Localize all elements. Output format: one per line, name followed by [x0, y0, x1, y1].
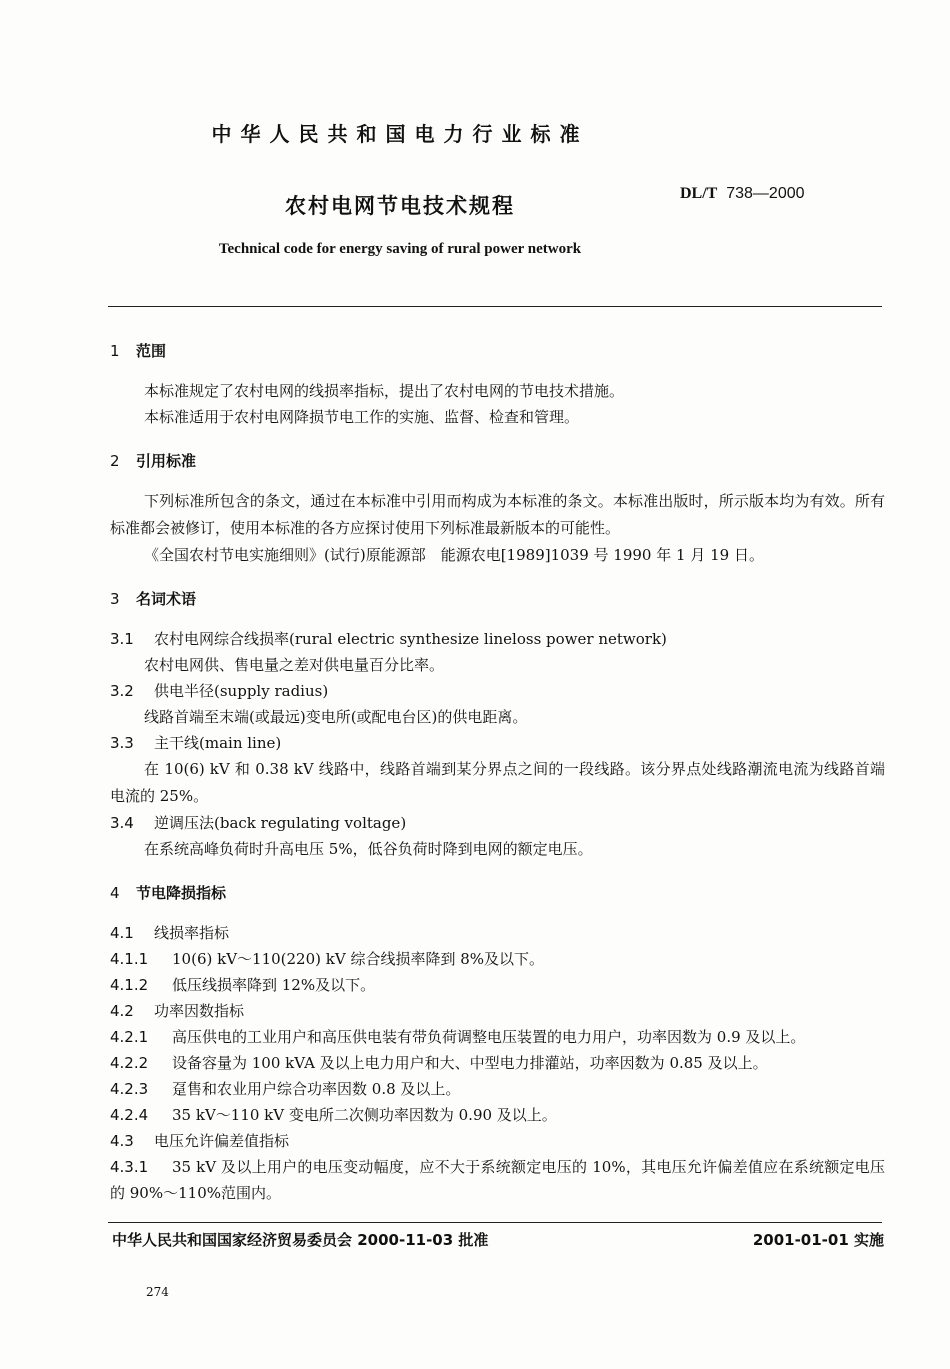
item-number: 4.2 [110, 1002, 134, 1020]
section-number: 1 [110, 342, 120, 360]
page-number: 274 [146, 1285, 169, 1299]
item-number: 4.2.3 [110, 1080, 149, 1098]
section-1-line-1: 本标准规定了农村电网的线损率指标，提出了农村电网的节电技术措施。 [144, 382, 625, 400]
item-number: 4.1.1 [110, 950, 149, 968]
section-title: 节电降损指标 [136, 884, 227, 902]
implementation-date: 2001-01-01 实施 [752, 1231, 884, 1249]
section-3-heading [110, 586, 885, 612]
term-3-4 [110, 810, 885, 836]
item-text: 电压允许偏差值指标 [154, 1132, 290, 1150]
item-text: 高压供电的工业用户和高压供电装有带负荷调整电压装置的电力用户，功率因数为 0.9 及以上。 [172, 1028, 806, 1046]
item-number: 4.3.1 [110, 1158, 149, 1176]
item-text: 35 kV～110 kV 变电所二次侧功率因数为 0.90 及以上。 [172, 1106, 557, 1124]
item-text: 趸售和农业用户综合功率因数 0.8 及以上。 [172, 1080, 461, 1098]
item-number: 3.2 [110, 682, 134, 700]
document-code-prefix: DL/T [680, 185, 718, 202]
section-1-line-2: 本标准适用于农村电网降损节电工作的实施、监督、检查和管理。 [144, 408, 580, 426]
item-number: 4.2.1 [110, 1028, 149, 1046]
document-code [680, 185, 805, 203]
item-text: 功率因数指标 [154, 1002, 245, 1020]
section-2-heading [110, 448, 885, 474]
term-3-1 [110, 626, 885, 652]
term-3-2-definition: 线路首端至末端(或最远)变电所(或配电台区)的供电距离。 [144, 708, 528, 726]
document-code-number: 738—2000 [726, 185, 805, 202]
section-number: 3 [110, 590, 120, 608]
item-4-2-4 [110, 1102, 885, 1128]
item-4-2 [110, 998, 885, 1024]
item-4-2-1 [110, 1024, 885, 1050]
section-2-reference: 《全国农村节电实施细则》(试行)原能源部 能源农电[1989]1039 号 1990 年 1 月 19 日。 [144, 546, 764, 564]
term-title: 主干线(main line) [154, 734, 282, 752]
item-number: 4.2.4 [110, 1106, 149, 1124]
item-4-1 [110, 920, 885, 946]
document-title: 农村电网节电技术规程 [285, 194, 515, 218]
item-number: 4.1.2 [110, 976, 149, 994]
header-divider [108, 306, 882, 307]
term-title: 逆调压法(back regulating voltage) [154, 814, 407, 832]
item-4-3-1 [110, 1154, 885, 1206]
item-number: 3.3 [110, 734, 134, 752]
item-text: 线损率指标 [154, 924, 230, 942]
item-number: 4.3 [110, 1132, 134, 1150]
section-title: 名词术语 [136, 590, 197, 608]
section-title: 引用标准 [136, 452, 197, 470]
term-title: 农村电网综合线损率(rural electric synthesize lineloss power network) [154, 630, 667, 648]
item-number: 4.1 [110, 924, 134, 942]
item-text: 10(6) kV～110(220) kV 综合线损率降到 8%及以下。 [172, 950, 545, 968]
item-4-1-2 [110, 972, 885, 998]
term-3-1-definition: 农村电网供、售电量之差对供电量百分比率。 [144, 656, 445, 674]
english-title: Technical code for energy saving of rural power network [218, 241, 582, 257]
item-4-2-2 [110, 1050, 885, 1076]
item-number: 3.1 [110, 630, 134, 648]
item-4-3 [110, 1128, 885, 1154]
term-title: 供电半径(supply radius) [154, 682, 329, 700]
section-2-paragraph: 下列标准所包含的条文，通过在本标准中引用而构成为本标准的条文。本标准出版时，所示版本均为有效。所有标准都会被修订，使用本标准的各方应探讨使用下列标准最新版本的可能性。 [110, 492, 885, 537]
item-number: 3.4 [110, 814, 134, 832]
term-3-2 [110, 678, 885, 704]
item-text: 设备容量为 100 kVA 及以上电力用户和大、中型电力排灌站，功率因数为 0.85 及以上。 [172, 1054, 768, 1072]
footer-divider [108, 1222, 882, 1223]
section-number: 2 [110, 452, 120, 470]
section-number: 4 [110, 884, 120, 902]
issuer-title: 中华人民共和国电力行业标准 [211, 122, 589, 146]
term-3-3 [110, 730, 885, 756]
section-4-heading [110, 880, 885, 906]
approval-statement: 中华人民共和国国家经济贸易委员会 2000-11-03 批准 [112, 1231, 489, 1249]
item-text: 35 kV 及以上用户的电压变动幅度，应不大于系统额定电压的 10%，其电压允许偏差值应在系统额定电压的 90%～110%范围内。 [110, 1158, 885, 1202]
item-number: 4.2.2 [110, 1054, 149, 1072]
section-title: 范围 [136, 342, 167, 360]
document-body [110, 338, 885, 1206]
term-3-4-definition: 在系统高峰负荷时升高电压 5%，低谷负荷时降到电网的额定电压。 [144, 840, 593, 858]
item-4-1-1 [110, 946, 885, 972]
section-1-heading [110, 338, 885, 364]
item-4-2-3 [110, 1076, 885, 1102]
item-text: 低压线损率降到 12%及以下。 [172, 976, 376, 994]
term-3-3-definition: 在 10(6) kV 和 0.38 kV 线路中，线路首端到某分界点之间的一段线路。该分界点处线路潮流电流为线路首端电流的 25%。 [110, 760, 885, 805]
